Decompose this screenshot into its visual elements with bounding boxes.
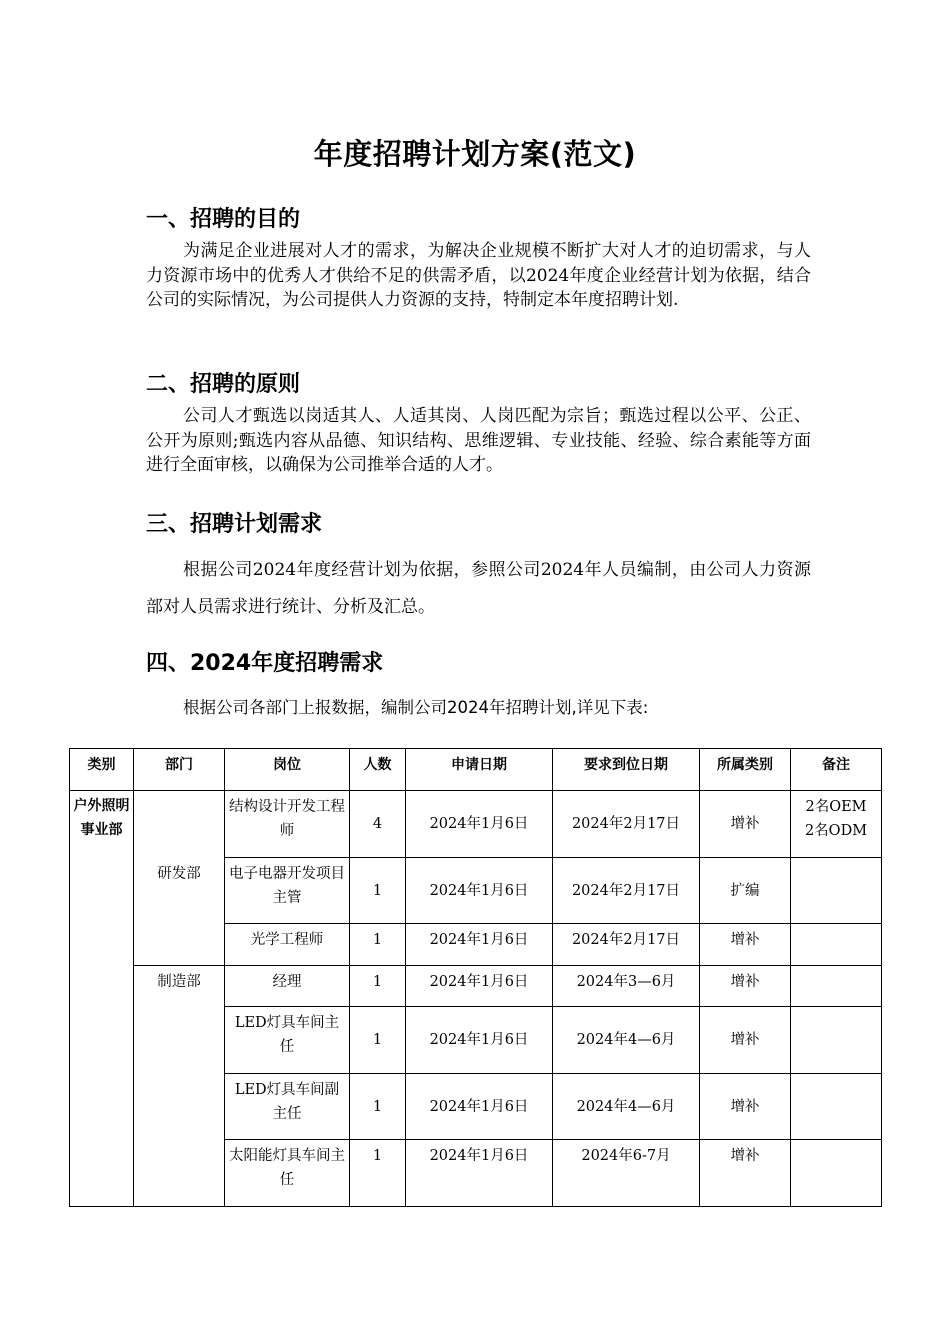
position-cell: 经理 [225,966,350,1007]
note-line: 2名OEM [805,799,867,815]
due-date-cell: 2024年3—6月 [553,966,700,1007]
type-cell: 增补 [700,1007,791,1074]
count-cell: 1 [350,858,406,924]
section-2-heading: 二、招聘的原则 [146,372,301,397]
table-row [70,791,882,858]
type-cell: 增补 [700,1140,791,1207]
section-4-body: 根据公司各部门上报数据，编制公司2024年招聘计划,详见下表: [183,698,649,717]
apply-date-cell: 2024年1月6日 [406,966,553,1007]
note-cell [791,966,882,1007]
header-position: 岗位 [225,749,350,791]
note-cell [791,924,882,966]
header-note: 备注 [791,749,882,791]
due-date-cell: 2024年2月17日 [553,924,700,966]
table-row [70,966,882,1007]
section-1-heading: 一、招聘的目的 [146,207,301,232]
header-apply-date: 申请日期 [406,749,553,791]
count-cell: 4 [350,791,406,858]
type-cell: 增补 [700,791,791,858]
apply-date-cell: 2024年1月6日 [406,858,553,924]
position-cell: 结构设计开发工程师 [225,791,350,858]
note-line: 2名ODM [804,823,868,839]
position-cell: 电子电器开发项目主管 [225,858,350,924]
count-cell: 1 [350,1140,406,1207]
header-type: 所属类别 [700,749,791,791]
department-cell: 制造部 [134,966,225,1207]
position-cell: 光学工程师 [225,924,350,966]
apply-date-cell: 2024年1月6日 [406,1140,553,1207]
section-3-body: 根据公司2024年度经营计划为依据，参照公司2024年人员编制，由公司人力资源部对人员需求进行统计、分析及汇总。 [146,560,811,617]
section-1-body: 为满足企业进展对人才的需求，为解决企业规模不断扩大对人才的迫切需求，与人力资源市场中的优秀人才供给不足的供需矛盾，以2024年度企业经营计划为依据，结合公司的实际情况，为公司提供人力资源的支持，特制定本年度招聘计划. [146,241,811,310]
count-cell: 1 [350,1074,406,1140]
section-4-heading: 四、2024年度招聘需求 [146,651,384,676]
apply-date-cell: 2024年1月6日 [406,791,553,858]
type-cell: 扩编 [700,858,791,924]
category-cell: 户外照明事业部 [70,791,134,1207]
apply-date-cell: 2024年1月6日 [406,1007,553,1074]
note-cell [791,1074,882,1140]
section-3-heading: 三、招聘计划需求 [146,512,323,537]
note-cell [791,858,882,924]
recruitment-plan-table [69,748,882,1207]
position-cell: LED灯具车间副主任 [225,1074,350,1140]
document-title: 年度招聘计划方案(范文) [313,137,637,171]
type-cell: 增补 [700,966,791,1007]
header-department: 部门 [134,749,225,791]
count-cell: 1 [350,924,406,966]
count-cell: 1 [350,966,406,1007]
due-date-cell: 2024年2月17日 [553,858,700,924]
due-date-cell: 2024年4—6月 [553,1074,700,1140]
due-date-cell: 2024年4—6月 [553,1007,700,1074]
due-date-cell: 2024年6-7月 [553,1140,700,1207]
type-cell: 增补 [700,1074,791,1140]
apply-date-cell: 2024年1月6日 [406,924,553,966]
header-count: 人数 [350,749,406,791]
type-cell: 增补 [700,924,791,966]
note-cell [791,1140,882,1207]
header-category: 类别 [70,749,134,791]
section-2-body: 公司人才甄选以岗适其人、人适其岗、人岗匹配为宗旨；甄选过程以公平、公正、公开为原则;甄选内容从品德、知识结构、思维逻辑、专业技能、经验、综合素能等方面进行全面审核，以确保为公司推举合适的人才。 [146,406,811,475]
department-label: 研发部 [157,866,201,882]
note-cell [791,1007,882,1074]
position-cell: 太阳能灯具车间主任 [225,1140,350,1207]
position-cell: LED灯具车间主任 [225,1007,350,1074]
count-cell: 1 [350,1007,406,1074]
table-header-row [70,749,882,791]
department-cell [134,791,225,966]
note-cell [791,791,882,858]
header-due-date: 要求到位日期 [553,749,700,791]
apply-date-cell: 2024年1月6日 [406,1074,553,1140]
due-date-cell: 2024年2月17日 [553,791,700,858]
